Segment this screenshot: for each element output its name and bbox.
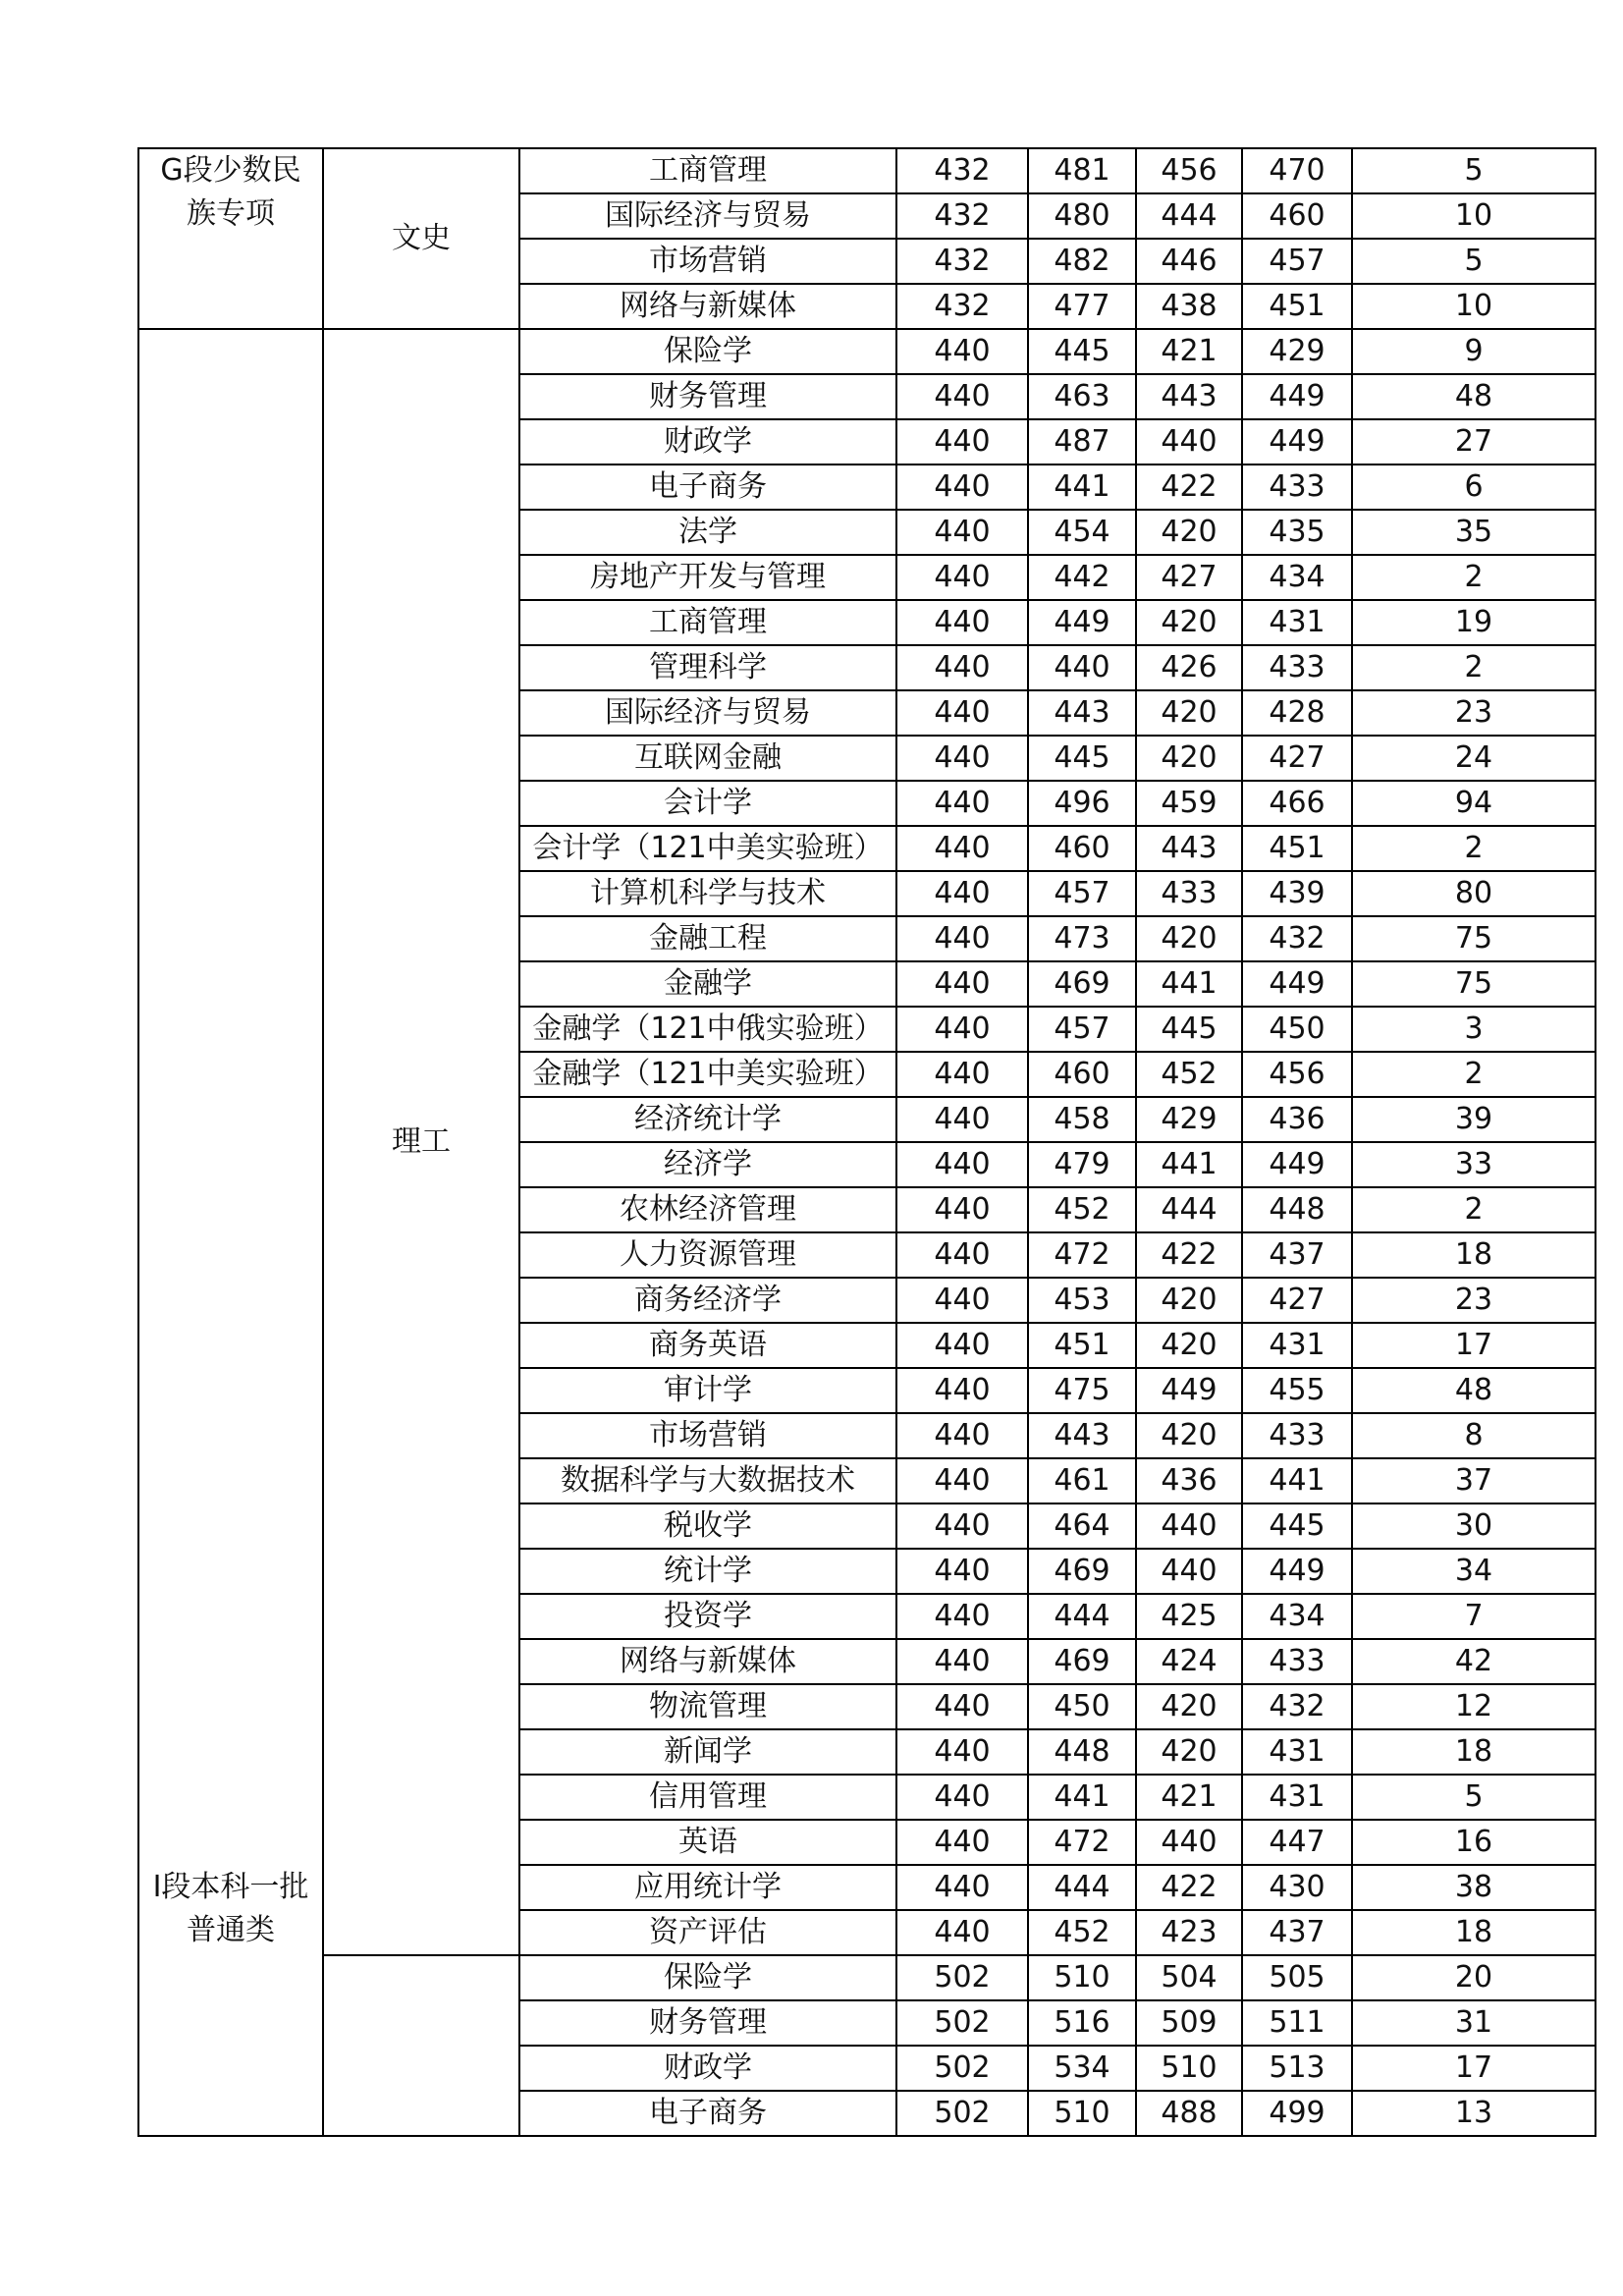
batch-cell xyxy=(138,148,323,329)
avg-score: 433 xyxy=(1242,645,1352,690)
admitted-count: 5 xyxy=(1352,148,1596,193)
category-cell xyxy=(323,1955,519,2136)
major-name: 财务管理 xyxy=(519,374,896,419)
min-control-score: 432 xyxy=(896,239,1028,284)
min-score: 429 xyxy=(1136,1097,1242,1142)
admitted-count: 39 xyxy=(1352,1097,1596,1142)
admitted-count: 6 xyxy=(1352,465,1596,510)
admitted-count: 12 xyxy=(1352,1684,1596,1729)
admitted-count: 75 xyxy=(1352,961,1596,1007)
admitted-count: 5 xyxy=(1352,239,1596,284)
max-score: 469 xyxy=(1028,1549,1136,1594)
max-score: 445 xyxy=(1028,736,1136,781)
min-score: 444 xyxy=(1136,1187,1242,1232)
admitted-count: 75 xyxy=(1352,916,1596,961)
batch-label-line: I段本科一批 xyxy=(152,1870,309,1904)
min-score: 488 xyxy=(1136,2091,1242,2136)
min-control-score: 440 xyxy=(896,1549,1028,1594)
admission-score-table xyxy=(137,147,1596,2137)
major-name: 资产评估 xyxy=(519,1910,896,1955)
major-name: 财政学 xyxy=(519,419,896,465)
avg-score: 427 xyxy=(1242,1278,1352,1323)
min-control-score: 432 xyxy=(896,148,1028,193)
max-score: 445 xyxy=(1028,329,1136,374)
min-score: 420 xyxy=(1136,736,1242,781)
avg-score: 447 xyxy=(1242,1820,1352,1865)
min-score: 420 xyxy=(1136,510,1242,555)
major-name: 金融学（121中俄实验班） xyxy=(519,1007,896,1052)
major-name: 税收学 xyxy=(519,1503,896,1549)
table-row xyxy=(138,1955,1596,2000)
avg-score: 457 xyxy=(1242,239,1352,284)
major-name: 审计学 xyxy=(519,1368,896,1413)
major-name: 会计学 xyxy=(519,781,896,826)
min-score: 445 xyxy=(1136,1007,1242,1052)
major-name: 市场营销 xyxy=(519,1413,896,1458)
admitted-count: 48 xyxy=(1352,374,1596,419)
major-name: 计算机科学与技术 xyxy=(519,871,896,916)
admitted-count: 18 xyxy=(1352,1910,1596,1955)
max-score: 460 xyxy=(1028,826,1136,871)
min-control-score: 440 xyxy=(896,1052,1028,1097)
max-score: 452 xyxy=(1028,1187,1136,1232)
min-control-score: 432 xyxy=(896,193,1028,239)
avg-score: 449 xyxy=(1242,419,1352,465)
admitted-count: 2 xyxy=(1352,1187,1596,1232)
avg-score: 433 xyxy=(1242,1639,1352,1684)
min-control-score: 440 xyxy=(896,916,1028,961)
major-name: 会计学（121中美实验班） xyxy=(519,826,896,871)
major-name: 应用统计学 xyxy=(519,1865,896,1910)
major-name: 工商管理 xyxy=(519,148,896,193)
min-control-score: 440 xyxy=(896,1413,1028,1458)
major-name: 房地产开发与管理 xyxy=(519,555,896,600)
min-score: 423 xyxy=(1136,1910,1242,1955)
min-control-score: 440 xyxy=(896,1729,1028,1775)
min-control-score: 440 xyxy=(896,1503,1028,1549)
admitted-count: 10 xyxy=(1352,284,1596,329)
max-score: 451 xyxy=(1028,1323,1136,1368)
avg-score: 505 xyxy=(1242,1955,1352,2000)
admitted-count: 23 xyxy=(1352,1278,1596,1323)
min-control-score: 440 xyxy=(896,1187,1028,1232)
max-score: 457 xyxy=(1028,871,1136,916)
min-score: 420 xyxy=(1136,600,1242,645)
admitted-count: 18 xyxy=(1352,1729,1596,1775)
max-score: 441 xyxy=(1028,1775,1136,1820)
max-score: 473 xyxy=(1028,916,1136,961)
min-control-score: 440 xyxy=(896,1007,1028,1052)
max-score: 475 xyxy=(1028,1368,1136,1413)
category-cell: 文史 xyxy=(323,148,519,329)
min-score: 426 xyxy=(1136,645,1242,690)
min-control-score: 440 xyxy=(896,419,1028,465)
min-control-score: 440 xyxy=(896,1820,1028,1865)
major-name: 保险学 xyxy=(519,329,896,374)
category-cell: 理工 xyxy=(323,329,519,1955)
admitted-count: 13 xyxy=(1352,2091,1596,2136)
min-control-score: 440 xyxy=(896,1232,1028,1278)
max-score: 510 xyxy=(1028,1955,1136,2000)
max-score: 516 xyxy=(1028,2000,1136,2046)
min-control-score: 440 xyxy=(896,374,1028,419)
avg-score: 428 xyxy=(1242,690,1352,736)
admitted-count: 35 xyxy=(1352,510,1596,555)
max-score: 463 xyxy=(1028,374,1136,419)
min-score: 440 xyxy=(1136,1820,1242,1865)
major-name: 信用管理 xyxy=(519,1775,896,1820)
major-name: 人力资源管理 xyxy=(519,1232,896,1278)
min-control-score: 502 xyxy=(896,2046,1028,2091)
avg-score: 466 xyxy=(1242,781,1352,826)
admitted-count: 37 xyxy=(1352,1458,1596,1503)
admitted-count: 48 xyxy=(1352,1368,1596,1413)
admitted-count: 7 xyxy=(1352,1594,1596,1639)
avg-score: 511 xyxy=(1242,2000,1352,2046)
max-score: 449 xyxy=(1028,600,1136,645)
major-name: 网络与新媒体 xyxy=(519,284,896,329)
max-score: 454 xyxy=(1028,510,1136,555)
max-score: 464 xyxy=(1028,1503,1136,1549)
min-control-score: 440 xyxy=(896,1368,1028,1413)
avg-score: 449 xyxy=(1242,1549,1352,1594)
max-score: 444 xyxy=(1028,1865,1136,1910)
min-control-score: 440 xyxy=(896,961,1028,1007)
table-row xyxy=(138,148,1596,193)
avg-score: 431 xyxy=(1242,1323,1352,1368)
min-score: 440 xyxy=(1136,1503,1242,1549)
avg-score: 429 xyxy=(1242,329,1352,374)
min-score: 422 xyxy=(1136,465,1242,510)
min-score: 420 xyxy=(1136,690,1242,736)
avg-score: 439 xyxy=(1242,871,1352,916)
max-score: 496 xyxy=(1028,781,1136,826)
batch-label-line: 普通类 xyxy=(187,1913,275,1947)
max-score: 461 xyxy=(1028,1458,1136,1503)
min-control-score: 440 xyxy=(896,645,1028,690)
max-score: 443 xyxy=(1028,690,1136,736)
avg-score: 448 xyxy=(1242,1187,1352,1232)
avg-score: 450 xyxy=(1242,1007,1352,1052)
min-control-score: 432 xyxy=(896,284,1028,329)
major-name: 工商管理 xyxy=(519,600,896,645)
min-control-score: 502 xyxy=(896,2091,1028,2136)
min-control-score: 440 xyxy=(896,329,1028,374)
max-score: 534 xyxy=(1028,2046,1136,2091)
major-name: 商务英语 xyxy=(519,1323,896,1368)
max-score: 487 xyxy=(1028,419,1136,465)
min-score: 424 xyxy=(1136,1639,1242,1684)
min-score: 421 xyxy=(1136,1775,1242,1820)
min-control-score: 502 xyxy=(896,1955,1028,2000)
max-score: 440 xyxy=(1028,645,1136,690)
avg-score: 435 xyxy=(1242,510,1352,555)
admitted-count: 5 xyxy=(1352,1775,1596,1820)
admitted-count: 2 xyxy=(1352,1052,1596,1097)
min-score: 440 xyxy=(1136,1549,1242,1594)
min-score: 420 xyxy=(1136,1684,1242,1729)
table-body xyxy=(138,148,1596,2136)
min-control-score: 440 xyxy=(896,1142,1028,1187)
major-name: 英语 xyxy=(519,1820,896,1865)
avg-score: 451 xyxy=(1242,826,1352,871)
avg-score: 441 xyxy=(1242,1458,1352,1503)
min-score: 459 xyxy=(1136,781,1242,826)
min-score: 421 xyxy=(1136,329,1242,374)
avg-score: 427 xyxy=(1242,736,1352,781)
max-score: 444 xyxy=(1028,1594,1136,1639)
min-score: 443 xyxy=(1136,826,1242,871)
max-score: 460 xyxy=(1028,1052,1136,1097)
min-score: 456 xyxy=(1136,148,1242,193)
min-control-score: 440 xyxy=(896,1865,1028,1910)
max-score: 481 xyxy=(1028,148,1136,193)
avg-score: 431 xyxy=(1242,600,1352,645)
admitted-count: 33 xyxy=(1352,1142,1596,1187)
admitted-count: 30 xyxy=(1352,1503,1596,1549)
admitted-count: 17 xyxy=(1352,2046,1596,2091)
major-name: 新闻学 xyxy=(519,1729,896,1775)
min-score: 420 xyxy=(1136,1729,1242,1775)
min-control-score: 440 xyxy=(896,1639,1028,1684)
major-name: 法学 xyxy=(519,510,896,555)
min-score: 446 xyxy=(1136,239,1242,284)
min-control-score: 440 xyxy=(896,690,1028,736)
avg-score: 445 xyxy=(1242,1503,1352,1549)
major-name: 网络与新媒体 xyxy=(519,1639,896,1684)
max-score: 443 xyxy=(1028,1413,1136,1458)
min-score: 504 xyxy=(1136,1955,1242,2000)
avg-score: 449 xyxy=(1242,1142,1352,1187)
avg-score: 434 xyxy=(1242,1594,1352,1639)
max-score: 510 xyxy=(1028,2091,1136,2136)
min-control-score: 440 xyxy=(896,1910,1028,1955)
min-score: 420 xyxy=(1136,1413,1242,1458)
min-score: 444 xyxy=(1136,193,1242,239)
avg-score: 456 xyxy=(1242,1052,1352,1097)
admitted-count: 2 xyxy=(1352,645,1596,690)
min-score: 420 xyxy=(1136,916,1242,961)
admitted-count: 3 xyxy=(1352,1007,1596,1052)
admitted-count: 80 xyxy=(1352,871,1596,916)
admitted-count: 20 xyxy=(1352,1955,1596,2000)
min-score: 441 xyxy=(1136,961,1242,1007)
batch-label xyxy=(139,149,322,236)
min-control-score: 440 xyxy=(896,736,1028,781)
admitted-count: 19 xyxy=(1352,600,1596,645)
major-name: 物流管理 xyxy=(519,1684,896,1729)
batch-cell xyxy=(138,329,323,2136)
admitted-count: 23 xyxy=(1352,690,1596,736)
avg-score: 436 xyxy=(1242,1097,1352,1142)
batch-label xyxy=(139,1866,322,1952)
max-score: 457 xyxy=(1028,1007,1136,1052)
admitted-count: 31 xyxy=(1352,2000,1596,2046)
max-score: 441 xyxy=(1028,465,1136,510)
table-row xyxy=(138,329,1596,374)
max-score: 480 xyxy=(1028,193,1136,239)
major-name: 金融工程 xyxy=(519,916,896,961)
min-control-score: 440 xyxy=(896,1458,1028,1503)
min-control-score: 440 xyxy=(896,1097,1028,1142)
min-score: 510 xyxy=(1136,2046,1242,2091)
min-score: 441 xyxy=(1136,1142,1242,1187)
admitted-count: 18 xyxy=(1352,1232,1596,1278)
min-score: 422 xyxy=(1136,1232,1242,1278)
max-score: 479 xyxy=(1028,1142,1136,1187)
min-control-score: 440 xyxy=(896,826,1028,871)
major-name: 保险学 xyxy=(519,1955,896,2000)
max-score: 453 xyxy=(1028,1278,1136,1323)
max-score: 472 xyxy=(1028,1820,1136,1865)
admitted-count: 27 xyxy=(1352,419,1596,465)
min-score: 420 xyxy=(1136,1278,1242,1323)
admitted-count: 94 xyxy=(1352,781,1596,826)
major-name: 财务管理 xyxy=(519,2000,896,2046)
min-score: 422 xyxy=(1136,1865,1242,1910)
min-control-score: 440 xyxy=(896,510,1028,555)
batch-label-line: 族专项 xyxy=(187,196,275,231)
admitted-count: 24 xyxy=(1352,736,1596,781)
avg-score: 437 xyxy=(1242,1910,1352,1955)
admitted-count: 8 xyxy=(1352,1413,1596,1458)
major-name: 投资学 xyxy=(519,1594,896,1639)
max-score: 469 xyxy=(1028,1639,1136,1684)
major-name: 统计学 xyxy=(519,1549,896,1594)
avg-score: 433 xyxy=(1242,1413,1352,1458)
avg-score: 432 xyxy=(1242,916,1352,961)
avg-score: 431 xyxy=(1242,1775,1352,1820)
major-name: 财政学 xyxy=(519,2046,896,2091)
avg-score: 437 xyxy=(1242,1232,1352,1278)
avg-score: 449 xyxy=(1242,374,1352,419)
major-name: 电子商务 xyxy=(519,465,896,510)
major-name: 电子商务 xyxy=(519,2091,896,2136)
major-name: 市场营销 xyxy=(519,239,896,284)
major-name: 国际经济与贸易 xyxy=(519,193,896,239)
min-control-score: 440 xyxy=(896,465,1028,510)
major-name: 金融学（121中美实验班） xyxy=(519,1052,896,1097)
avg-score: 432 xyxy=(1242,1684,1352,1729)
avg-score: 513 xyxy=(1242,2046,1352,2091)
major-name: 数据科学与大数据技术 xyxy=(519,1458,896,1503)
avg-score: 470 xyxy=(1242,148,1352,193)
major-name: 金融学 xyxy=(519,961,896,1007)
major-name: 互联网金融 xyxy=(519,736,896,781)
min-score: 440 xyxy=(1136,419,1242,465)
min-score: 436 xyxy=(1136,1458,1242,1503)
admitted-count: 2 xyxy=(1352,555,1596,600)
min-control-score: 440 xyxy=(896,1594,1028,1639)
avg-score: 499 xyxy=(1242,2091,1352,2136)
avg-score: 430 xyxy=(1242,1865,1352,1910)
batch-label-line: G段少数民 xyxy=(160,153,301,188)
admitted-count: 38 xyxy=(1352,1865,1596,1910)
admitted-count: 34 xyxy=(1352,1549,1596,1594)
max-score: 450 xyxy=(1028,1684,1136,1729)
admitted-count: 10 xyxy=(1352,193,1596,239)
avg-score: 449 xyxy=(1242,961,1352,1007)
major-name: 商务经济学 xyxy=(519,1278,896,1323)
min-score: 425 xyxy=(1136,1594,1242,1639)
avg-score: 433 xyxy=(1242,465,1352,510)
avg-score: 451 xyxy=(1242,284,1352,329)
avg-score: 431 xyxy=(1242,1729,1352,1775)
min-control-score: 440 xyxy=(896,600,1028,645)
admitted-count: 9 xyxy=(1352,329,1596,374)
admitted-count: 16 xyxy=(1352,1820,1596,1865)
max-score: 448 xyxy=(1028,1729,1136,1775)
min-control-score: 440 xyxy=(896,1278,1028,1323)
max-score: 442 xyxy=(1028,555,1136,600)
min-score: 509 xyxy=(1136,2000,1242,2046)
min-score: 449 xyxy=(1136,1368,1242,1413)
admitted-count: 42 xyxy=(1352,1639,1596,1684)
min-score: 452 xyxy=(1136,1052,1242,1097)
max-score: 469 xyxy=(1028,961,1136,1007)
min-control-score: 440 xyxy=(896,781,1028,826)
min-score: 443 xyxy=(1136,374,1242,419)
major-name: 经济统计学 xyxy=(519,1097,896,1142)
min-control-score: 440 xyxy=(896,1323,1028,1368)
min-control-score: 502 xyxy=(896,2000,1028,2046)
avg-score: 455 xyxy=(1242,1368,1352,1413)
major-name: 经济学 xyxy=(519,1142,896,1187)
min-score: 427 xyxy=(1136,555,1242,600)
min-score: 433 xyxy=(1136,871,1242,916)
major-name: 国际经济与贸易 xyxy=(519,690,896,736)
major-name: 管理科学 xyxy=(519,645,896,690)
avg-score: 460 xyxy=(1242,193,1352,239)
admitted-count: 17 xyxy=(1352,1323,1596,1368)
min-control-score: 440 xyxy=(896,871,1028,916)
min-score: 438 xyxy=(1136,284,1242,329)
max-score: 452 xyxy=(1028,1910,1136,1955)
min-score: 420 xyxy=(1136,1323,1242,1368)
max-score: 458 xyxy=(1028,1097,1136,1142)
max-score: 477 xyxy=(1028,284,1136,329)
admitted-count: 2 xyxy=(1352,826,1596,871)
max-score: 482 xyxy=(1028,239,1136,284)
min-control-score: 440 xyxy=(896,1684,1028,1729)
min-control-score: 440 xyxy=(896,1775,1028,1820)
major-name: 农林经济管理 xyxy=(519,1187,896,1232)
avg-score: 434 xyxy=(1242,555,1352,600)
max-score: 472 xyxy=(1028,1232,1136,1278)
min-control-score: 440 xyxy=(896,555,1028,600)
